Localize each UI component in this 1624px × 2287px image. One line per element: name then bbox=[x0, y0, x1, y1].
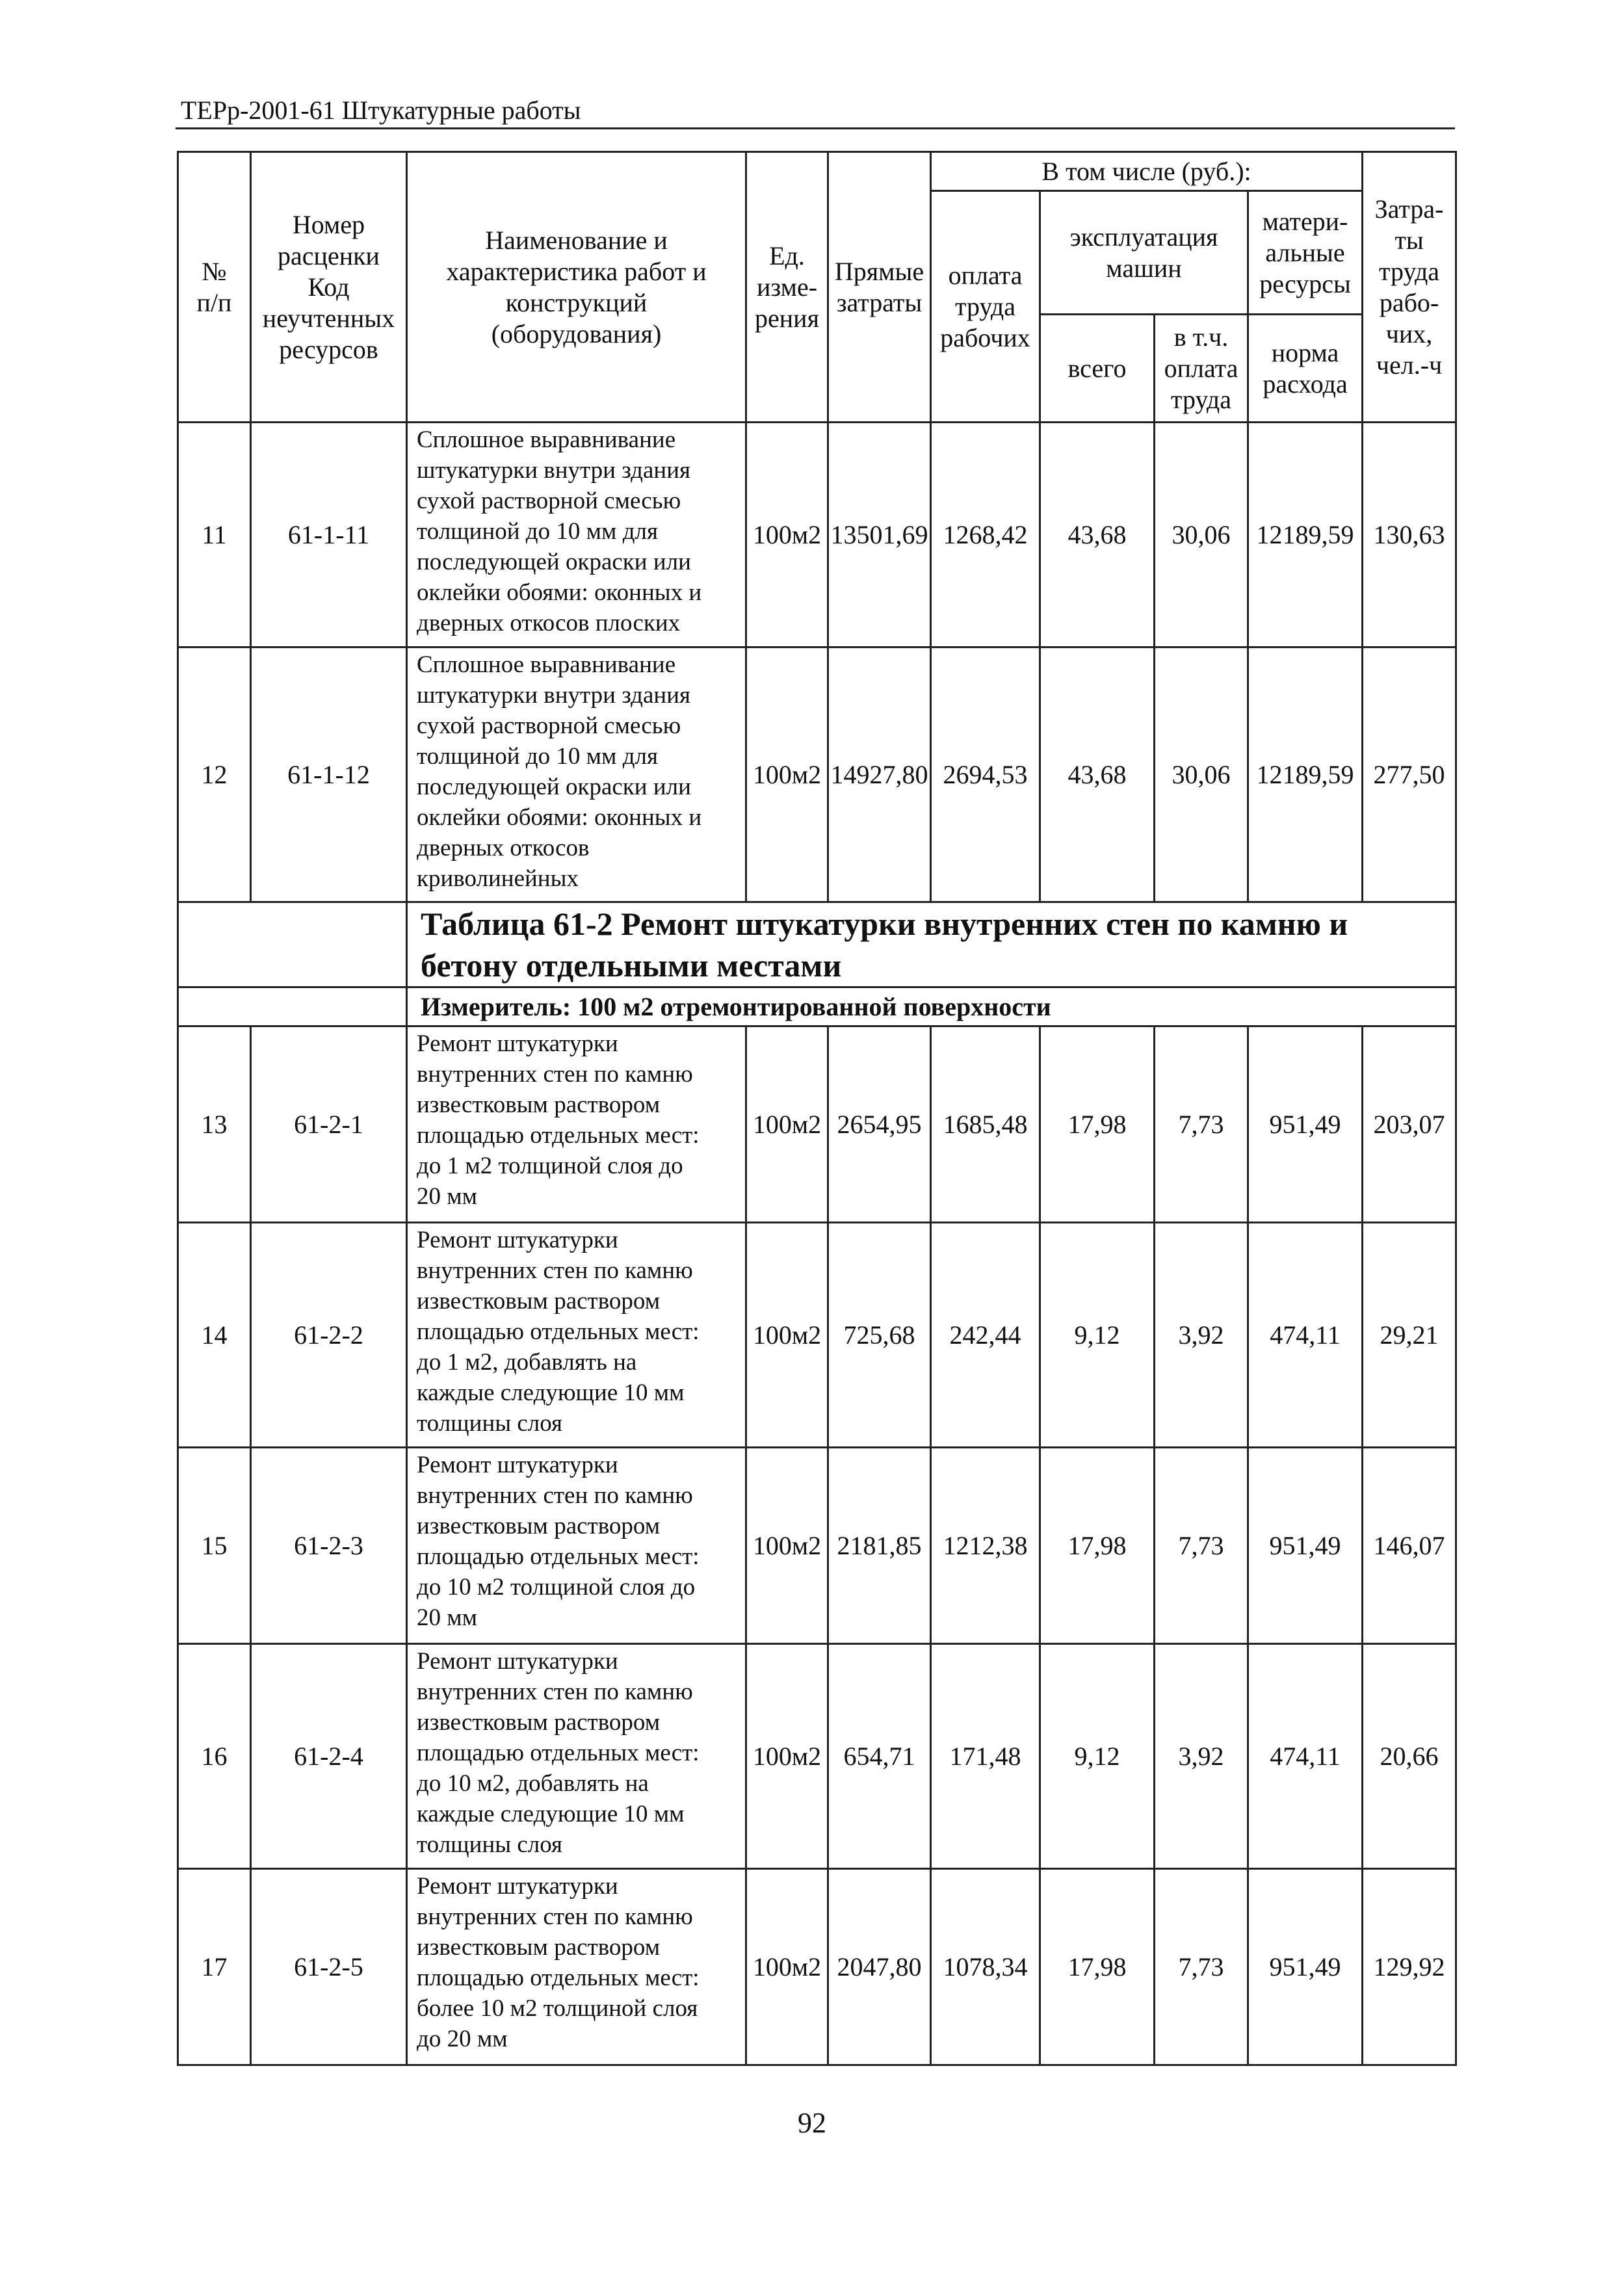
unit: 100м2 bbox=[746, 1644, 828, 1869]
rate-code: 61-1-12 bbox=[251, 647, 407, 902]
rates-table bbox=[177, 151, 1457, 2066]
machines-total: 43,68 bbox=[1040, 647, 1155, 902]
direct-costs: 725,68 bbox=[828, 1223, 931, 1448]
work-name: Ремонт штукатурки внутренних стен по камню известковым раствором площадью отдельных мест: до 10 м2 толщиной слоя до 20 мм bbox=[407, 1448, 746, 1644]
row-num: 12 bbox=[178, 647, 251, 902]
table-row bbox=[178, 1644, 1456, 1869]
labor-hours: 129,92 bbox=[1363, 1869, 1456, 2065]
rows-table-61-2 bbox=[178, 1026, 1456, 2065]
direct-costs: 13501,69 bbox=[828, 423, 931, 647]
header-rule bbox=[176, 127, 1455, 129]
col-unit-header: Ед. изме- рения bbox=[746, 152, 828, 423]
measure-spacer bbox=[178, 987, 407, 1026]
rate-code: 61-2-1 bbox=[251, 1026, 407, 1223]
measure-unit: Измеритель: 100 м2 отремонтированной поверхности bbox=[407, 987, 1456, 1026]
labor-hours: 277,50 bbox=[1363, 647, 1456, 902]
rate-code: 61-2-2 bbox=[251, 1223, 407, 1448]
materials: 951,49 bbox=[1248, 1026, 1363, 1223]
materials: 474,11 bbox=[1248, 1223, 1363, 1448]
col-materials-header: матери- альные ресурсы bbox=[1248, 191, 1363, 315]
table-row bbox=[178, 1223, 1456, 1448]
machines-total: 17,98 bbox=[1040, 1448, 1155, 1644]
col-name-header: Наименование и характеристика работ и конструкций (оборудования) bbox=[407, 152, 746, 423]
col-machines-header: эксплуатация машин bbox=[1040, 191, 1248, 315]
direct-costs: 2047,80 bbox=[828, 1869, 931, 2065]
row-num: 14 bbox=[178, 1223, 251, 1448]
rate-code: 61-2-5 bbox=[251, 1869, 407, 2065]
work-name: Сплошное выравнивание штукатурки внутри здания сухой растворной смесью толщиной до 10 мм для последующей окраски или оклейки обоями: оконных и дверных откосов плоских bbox=[407, 423, 746, 647]
direct-costs: 654,71 bbox=[828, 1644, 931, 1869]
labor-hours: 146,07 bbox=[1363, 1448, 1456, 1644]
machines-labor-pay: 7,73 bbox=[1155, 1869, 1248, 2065]
labor-pay: 1212,38 bbox=[931, 1448, 1040, 1644]
materials: 951,49 bbox=[1248, 1869, 1363, 2065]
rate-code: 61-1-11 bbox=[251, 423, 407, 647]
table-header bbox=[178, 152, 1456, 423]
machines-labor-pay: 7,73 bbox=[1155, 1026, 1248, 1223]
machines-labor-pay: 7,73 bbox=[1155, 1448, 1248, 1644]
col-materials-norm-header: норма расхода bbox=[1248, 315, 1363, 423]
machines-total: 9,12 bbox=[1040, 1644, 1155, 1869]
rate-code: 61-2-4 bbox=[251, 1644, 407, 1869]
materials: 12189,59 bbox=[1248, 647, 1363, 902]
col-num-header: № п/п bbox=[178, 152, 251, 423]
table-row bbox=[178, 1448, 1456, 1644]
machines-total: 17,98 bbox=[1040, 1869, 1155, 2065]
direct-costs: 2654,95 bbox=[828, 1026, 931, 1223]
unit: 100м2 bbox=[746, 1869, 828, 2065]
col-machines-total-header: всего bbox=[1040, 315, 1155, 423]
machines-total: 9,12 bbox=[1040, 1223, 1155, 1448]
direct-costs: 2181,85 bbox=[828, 1448, 931, 1644]
labor-pay: 1078,34 bbox=[931, 1869, 1040, 2065]
labor-hours: 29,21 bbox=[1363, 1223, 1456, 1448]
work-name: Ремонт штукатурки внутренних стен по камню известковым раствором площадью отдельных мест: до 1 м2 толщиной слоя до 20 мм bbox=[407, 1026, 746, 1223]
section-title-spacer bbox=[178, 902, 407, 987]
labor-hours: 20,66 bbox=[1363, 1644, 1456, 1869]
labor-hours: 130,63 bbox=[1363, 423, 1456, 647]
section-61-2 bbox=[178, 902, 1456, 1026]
machines-labor-pay: 30,06 bbox=[1155, 423, 1248, 647]
rate-code: 61-2-3 bbox=[251, 1448, 407, 1644]
unit: 100м2 bbox=[746, 1026, 828, 1223]
col-labor-pay-header: оплата труда рабочих bbox=[931, 191, 1040, 423]
running-title: ТЕРр-2001-61 Штукатурные работы bbox=[181, 96, 581, 125]
labor-pay: 171,48 bbox=[931, 1644, 1040, 1869]
machines-labor-pay: 30,06 bbox=[1155, 647, 1248, 902]
row-num: 16 bbox=[178, 1644, 251, 1869]
row-num: 11 bbox=[178, 423, 251, 647]
unit: 100м2 bbox=[746, 423, 828, 647]
unit: 100м2 bbox=[746, 647, 828, 902]
row-num: 13 bbox=[178, 1026, 251, 1223]
work-name: Ремонт штукатурки внутренних стен по камню известковым раствором площадью отдельных мест: до 10 м2, добавлять на каждые следующие 10 мм толщины слоя bbox=[407, 1644, 746, 1869]
table-row bbox=[178, 1869, 1456, 2065]
table-row bbox=[178, 423, 1456, 647]
labor-pay: 2694,53 bbox=[931, 647, 1040, 902]
page-number: 92 bbox=[798, 2107, 826, 2139]
materials: 951,49 bbox=[1248, 1448, 1363, 1644]
row-num: 15 bbox=[178, 1448, 251, 1644]
col-direct-header: Прямые затраты bbox=[828, 152, 931, 423]
materials: 12189,59 bbox=[1248, 423, 1363, 647]
direct-costs: 14927,80 bbox=[828, 647, 931, 902]
rows-table-61-1 bbox=[178, 423, 1456, 902]
labor-pay: 1685,48 bbox=[931, 1026, 1040, 1223]
labor-pay: 242,44 bbox=[931, 1223, 1040, 1448]
row-num: 17 bbox=[178, 1869, 251, 2065]
col-machines-labor-header: в т.ч. оплата труда bbox=[1155, 315, 1248, 423]
work-name: Сплошное выравнивание штукатурки внутри здания сухой растворной смесью толщиной до 10 мм для последующей окраски или оклейки обоями: оконных и дверных откосов криволинейных bbox=[407, 647, 746, 902]
machines-total: 17,98 bbox=[1040, 1026, 1155, 1223]
materials: 474,11 bbox=[1248, 1644, 1363, 1869]
unit: 100м2 bbox=[746, 1223, 828, 1448]
machines-total: 43,68 bbox=[1040, 423, 1155, 647]
work-name: Ремонт штукатурки внутренних стен по камню известковым раствором площадью отдельных мест: до 1 м2, добавлять на каждые следующие 10 мм толщины слоя bbox=[407, 1223, 746, 1448]
machines-labor-pay: 3,92 bbox=[1155, 1223, 1248, 1448]
col-labor-hours-header: Затра- ты труда рабо- чих, чел.-ч bbox=[1363, 152, 1456, 423]
col-code-header: Номер расценки Код неучтенных ресурсов bbox=[251, 152, 407, 423]
labor-hours: 203,07 bbox=[1363, 1026, 1456, 1223]
unit: 100м2 bbox=[746, 1448, 828, 1644]
work-name: Ремонт штукатурки внутренних стен по камню известковым раствором площадью отдельных мест: более 10 м2 толщиной слоя до 20 мм bbox=[407, 1869, 746, 2065]
table-row bbox=[178, 1026, 1456, 1223]
table-row bbox=[178, 647, 1456, 902]
machines-labor-pay: 3,92 bbox=[1155, 1644, 1248, 1869]
labor-pay: 1268,42 bbox=[931, 423, 1040, 647]
section-title: Таблица 61-2 Ремонт штукатурки внутренних стен по камню и бетону отдельными местами bbox=[407, 902, 1456, 987]
col-group-header: В том числе (руб.): bbox=[931, 152, 1363, 191]
